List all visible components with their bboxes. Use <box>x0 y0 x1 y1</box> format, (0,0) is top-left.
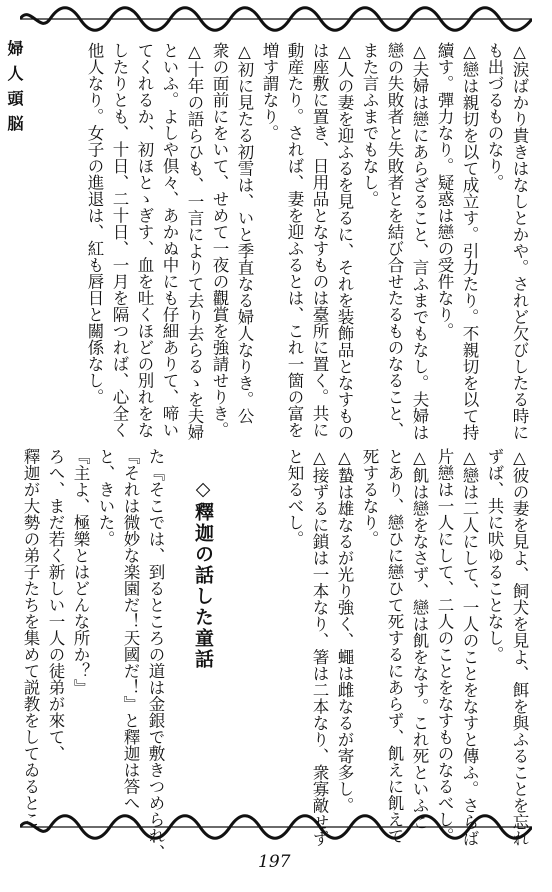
bottom-paragraph: △飢は戀をなさず、戀は飢をなす。これ死といふこ <box>410 448 429 830</box>
ornamental-border-top <box>20 4 532 34</box>
top-paragraph: 他人なり。女子の進退は、紅も唇日と關係なし。 <box>85 42 104 405</box>
running-head: 婦人頭脳 <box>5 40 24 140</box>
bottom-paragraph: 片戀は一人にして、二人のことをなすものなるべし。 <box>435 448 454 844</box>
top-paragraph: 衆の面前にをいて、せめて一夜の觀賞を強請せりき。 <box>210 42 229 438</box>
top-paragraph: 戀の失敗者と失敗者とを結び合せたるものなること、 <box>385 42 404 438</box>
story-paragraph: た『そこでは、到るところの道は金銀で敷きつめられ、 <box>146 448 165 861</box>
top-paragraph: は座敷に置き、日用品となすものは臺所に置く。共に <box>310 42 329 438</box>
page-number: 197 <box>258 852 291 872</box>
top-paragraph: △戀は親切を以て成立す。引力たり。不親切を以て持 <box>460 42 479 441</box>
top-paragraph: 動産たり。されば、妻を迎ふるとは、これ一箇の富を <box>285 42 304 438</box>
ornamental-border-bottom <box>20 812 532 842</box>
top-paragraph: △夫婦は戀にあらざること、言ふまでもなし。夫婦は <box>410 42 429 441</box>
top-paragraph: 續す。彈力なり。疑惑は戀の受件なり。 <box>435 42 454 339</box>
top-paragraph: △十年の語らひも、一言によりて去り去らるゝを夫婦 <box>185 42 204 441</box>
bottom-paragraph: △蟄は雄なるが光り強く、蠅は雌なるが寄多し。 <box>335 448 354 814</box>
aphorisms-top <box>82 42 532 441</box>
bottom-paragraph: △彼の妻を見よ、飼犬を見よ、餌を與ふることを忘れ <box>510 448 529 847</box>
top-paragraph: 増す謂なり。 <box>260 42 279 141</box>
bottom-paragraph: とあり、戀ひに戀ひて死するにあらず、飢えに飢えて <box>385 448 404 844</box>
top-paragraph: てくれるか、初ほとゝぎす、血を吐くほどの別れをな <box>135 42 154 438</box>
story-paragraph: 釋迦が大勢の弟子たちを集めて説教をしてゐるとこ <box>21 448 40 828</box>
bottom-paragraph: と知るべし。 <box>285 448 304 547</box>
story-paragraph: ろへ、まだ若く新しい一人の徒弟が來て、 <box>46 448 65 762</box>
aphorisms-bottom <box>257 448 532 847</box>
story-paragraph: 『それは微妙な楽園だ！天國だ！』と釋迦は答へ <box>121 448 140 811</box>
top-paragraph: も出づるものなり。 <box>485 42 504 191</box>
top-paragraph: △涙ばかり貴きはなしとかや。されど欠びしたる時に <box>510 42 529 441</box>
top-paragraph: また言ふまでもなし。 <box>360 42 379 207</box>
top-paragraph: △初に見たる初雪は、いと季直なる婦人なりき。公 <box>235 42 254 424</box>
section-heading: ◇釋迦の話した童話 <box>192 478 214 670</box>
bottom-paragraph: ずば、共に吠ゆることなし。 <box>485 448 504 663</box>
top-paragraph: といふ。よしや倶々、あかぬ中にも仔細ありて、啼い <box>160 42 179 438</box>
story-paragraph: と、きいた。 <box>96 448 115 547</box>
bottom-paragraph: △接ずるに鎖は一本なり、箸は二本なり、衆寡敵せず <box>310 448 329 847</box>
story-paragraph: 『主よ、極樂とはどんな所か？』 <box>71 448 90 696</box>
top-paragraph: したりとも、十日、二十日、一月を隔つれば、心全く <box>110 42 129 438</box>
bottom-paragraph: 死するなり。 <box>360 448 379 547</box>
story-block <box>18 448 168 861</box>
bottom-paragraph: △戀は二人にして、一人のことをなすと傳ふ。さらば <box>460 448 479 847</box>
top-paragraph: △人の妻を迎ふるを見るに、それを装飾品となすもの <box>335 42 354 441</box>
